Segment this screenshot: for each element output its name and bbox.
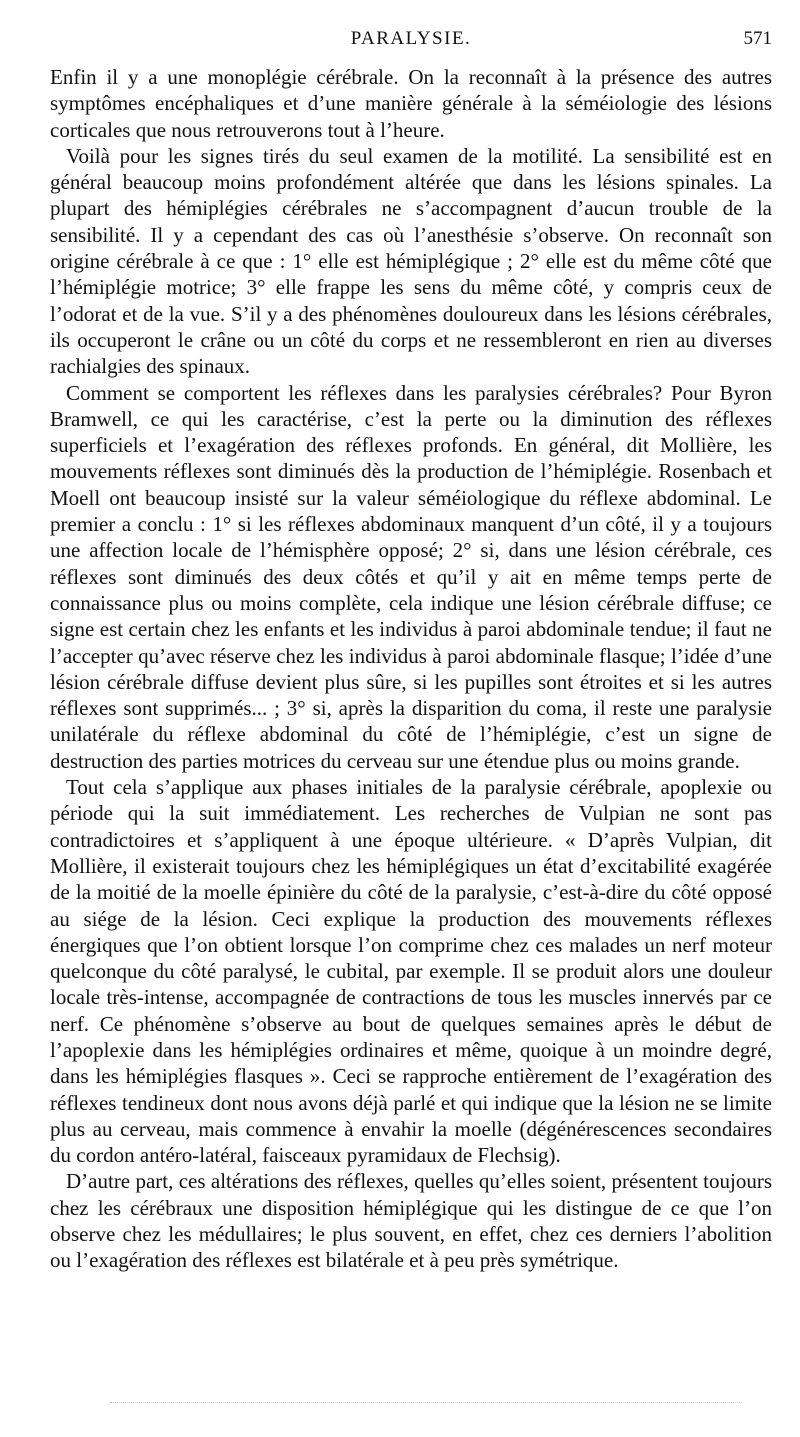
page-bottom-trace xyxy=(110,1402,740,1404)
paragraph-sensibilite: Voilà pour les signes tirés du seul examen de la motilité. La sensibilité est en général beaucoup moins profondément altérée que dans les lésions spinales. La plupart des hémiplégies cérébrales ne s’accompagnent d’aucun trouble de la sensibilité. Il y a cependant des cas où l’anesthésie s’observe. On reconnaît son origine cérébrale à ce que : 1° elle est hémiplégique ; 2° elle est du même côté que l’hémiplégie motrice; 3° elle frappe les sens du même côté, y compris ceux de l’odorat et de la vue. S’il y a des phénomènes douloureux dans les lésions cérébrales, ils occuperont le crâne ou un côté du corps et ne ressembleront en rien au diverses rachialgies des spinaux. xyxy=(50,143,772,379)
page-number: 571 xyxy=(743,28,772,49)
paragraph-vulpian: Tout cela s’applique aux phases initiales de la paralysie cérébrale, apoplexie ou période qui la suit immédiatement. Les recherches de Vulpian ne sont pas contradictoires et s’appliquent à une époque ultérieure. « D’après Vulpian, dit Mollière, il existerait toujours chez les hémiplégiques un état d’excitabilité exagérée de la moitié de la moelle épinière du côté de la paralysie, c’est-à-dire du côté opposé au siége de la lésion. Ceci explique la production des mouvements réflexes énergiques que l’on obtient lorsque l’on comprime chez ces malades un nerf moteur quelconque du côté paralysé, le cubital, par exemple. Il se produit alors une douleur locale très-intense, accompagnée de contractions de tous les muscles innervés par ce nerf. Ce phénomène s’observe au bout de quelques semaines après le début de l’apoplexie dans les hémiplégies ordinaires et même, quoique à un moindre degré, dans les hémiplégies flasques ». Ceci se rapproche entièrement de l’exagération des réflexes tendineux dont nous avons déjà parlé et qui indique que la lésion ne se limite plus au cerveau, mais commence à envahir la moelle (dégénérescences secondaires du cordon antéro-latéral, faisceaux pyramidaux de Flechsig). xyxy=(50,775,772,1168)
paragraph-conclusion: D’autre part, ces altérations des réflexes, quelles qu’elles soient, présentent toujours chez les cérébraux une disposition hémiplégique qui les distingue de ce que l’on observe chez les médullaires; le plus souvent, en effet, chez ces derniers l’abolition ou l’exagération des réflexes est bilatérale et à peu près symétrique. xyxy=(50,1169,772,1273)
paragraph-monoplegie: Enfin il y a une monoplégie cérébrale. On la reconnaît à la présence des autres symptômes encéphaliques et d’une manière générale à la séméiologie des lésions corticales que nous retrouverons tout à l’heure. xyxy=(50,65,772,142)
body-text xyxy=(50,64,772,1274)
running-head xyxy=(50,28,772,56)
paragraph-reflexes: Comment se comportent les réflexes dans les paralysies cérébrales? Pour Byron Bramwell, ce qui les caractérise, c’est la perte ou la diminution des réflexes superficiels et l’exagération des réflexes profonds. En général, dit Mollière, les mouvements réflexes sont diminués dès la production de l’hémiplégie. Rosenbach et Moell ont beaucoup insisté sur la valeur séméiologique du réflexe abdominal. Le premier a conclu : 1° si les réflexes abdominaux manquent d’un côté, il y a toujours une affection locale de l’hémisphère opposé; 2° si, dans une lésion cérébrale, ces réflexes sont diminués des deux côtés et qu’il y ait en même temps perte de connaissance plus ou moins complète, cela indique une lésion cérébrale diffuse; ce signe est certain chez les enfants et les individus à paroi abdominale tendue; il faut ne l’accepter qu’avec réserve chez les individus à paroi abdominale flasque; l’idée d’une lésion cérébrale diffuse devient plus sûre, si les pupilles sont étroites et si les autres réflexes sont supprimés... ; 3° si, après la disparition du coma, il reste une paralysie unilatérale du réflexe abdominal du côté de l’hémiplégie, c’est un signe de destruction des parties motrices du cerveau sur une étendue plus ou moins grande. xyxy=(50,380,772,773)
running-title: PARALYSIE. xyxy=(350,28,472,49)
